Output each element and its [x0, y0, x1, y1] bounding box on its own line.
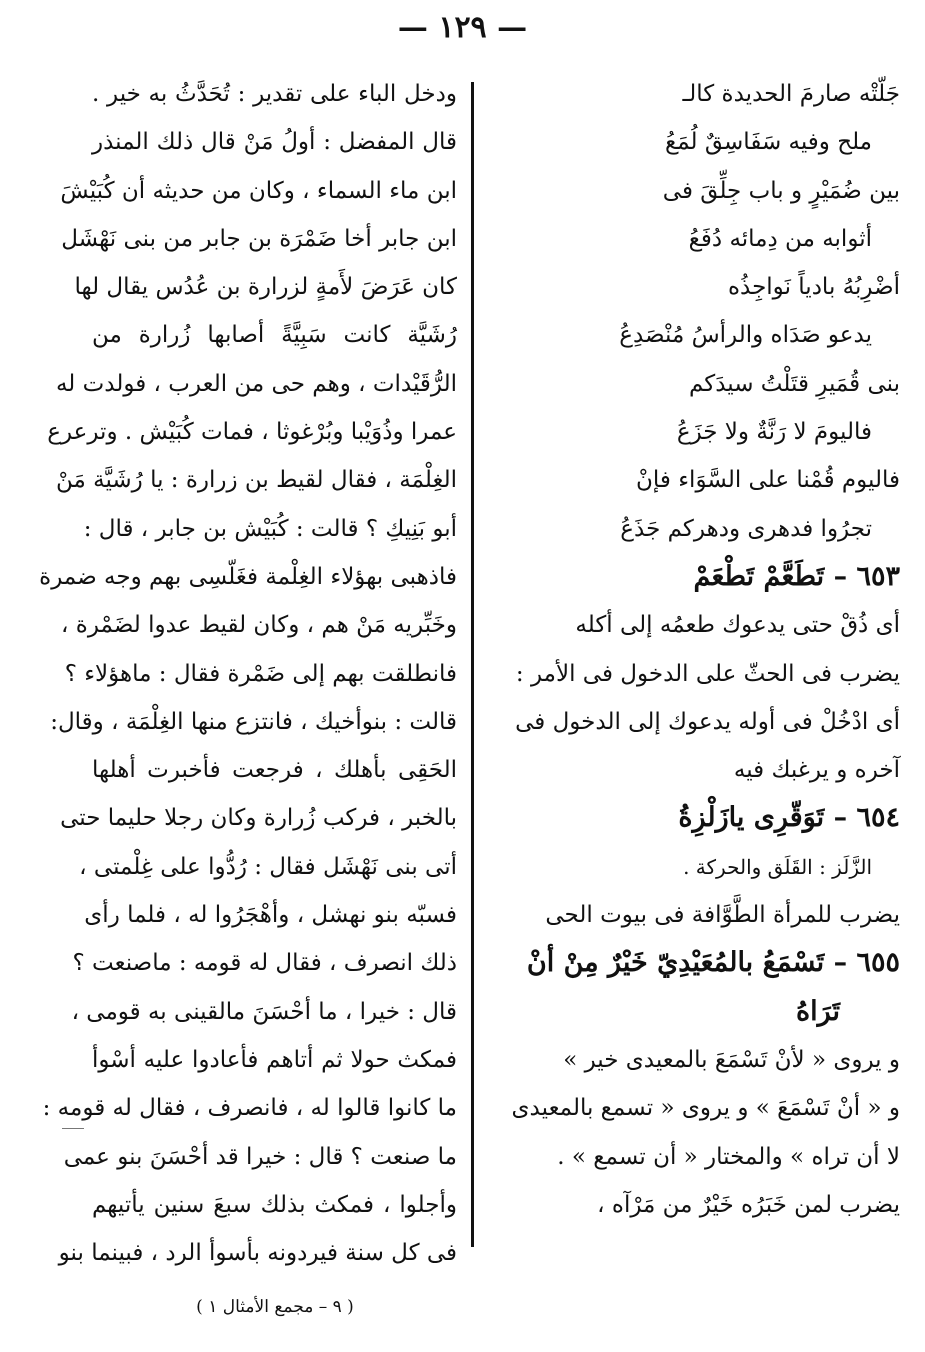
text-line: جَلّتْه صارمَ الحديدة كالـ	[682, 81, 900, 107]
text-line: بالخبر ، فركب زُرارة وكان رجلا حليما حتى	[60, 805, 457, 832]
text-line: يدعو صَدَاه والرأسُ مُنْصَدِعُ	[619, 322, 872, 349]
right-column	[488, 70, 900, 1229]
text-line: كان عَرَضَ لأَمةٍ لزرارة بن عُدُس يقال لها	[74, 274, 457, 301]
text-line: أتى بنى نَهْشَل فقال : رُدُّوا على غِلْمتى ،	[79, 853, 457, 880]
text-line: و يروى « لأنْ تَسْمَعَ بالمعيدى خير »	[563, 1046, 900, 1073]
proverb-heading: ٦٥٤ – تَوَقّرِى يازَلْزِةُ	[678, 802, 900, 834]
text-line: الغِلْمَة ، فقال لقيط بن زرارة : يا رُشَيَّة مَنْ	[55, 467, 457, 494]
text-line: أى ذُقْ حتى يدعوك طعمُه إلى أكله	[575, 612, 900, 639]
text-line: يضرب فى الحثّ على الدخول فى الأمر :	[515, 660, 900, 687]
text-line: ما كانوا قالوا له ، فانصرف ، فقال له قومه :	[42, 1095, 457, 1122]
text-line: فانطلقت بهم إلى ضَمْرة فقال : ماهؤلاء ؟	[64, 660, 457, 687]
text-line: رُشَيَّة كانت سَبِيَّةً أصابها زُرارة من	[92, 322, 457, 349]
text-line: قال المفضل : أولُ مَنْ قال ذلك المنذر	[92, 129, 457, 156]
text-line: يضرب لمن خَبَرُه خَيْرٌ من مَرْآه ،	[597, 1191, 900, 1218]
proverb-heading: ٦٥٥ – تَسْمَعُ بالمُعَيْدِيّ خَيْرٌ مِنْ أنْ	[526, 947, 900, 979]
text-line: الزَّلَز : القَلَق والحركة .	[683, 854, 872, 879]
page-number: — ١٢٩ —	[397, 10, 528, 45]
text-line: وأجلوا ، فمكث بذلك سبعَ سنين يأتيهم	[92, 1191, 457, 1218]
text-line: أثوابه من دِمائه دُفَعُ	[688, 225, 872, 252]
text-line: لا أن تراه » والمختار « أن تسمع » .	[557, 1143, 900, 1170]
text-line: آخره و يرغبك فيه	[733, 757, 900, 784]
text-line: أى ادْخُلْ فى أوله يدعوك إلى الدخول فى	[515, 708, 900, 735]
margin-mark	[62, 1128, 84, 1129]
text-line: أبو بَنِيكِ ؟ قالت : كُبَيْش بن جابر ، قال :	[83, 515, 457, 542]
text-line: فاليوم قُمْنا على السَّوَاء فإنْ	[636, 467, 900, 494]
text-line: ابن جابر أخا ضَمْرَة بن جابر من بنى نَهْشَل	[61, 225, 457, 252]
text-line: تجرُوا فدهرى ودهركم جَذَعُ	[620, 515, 872, 542]
text-line: وخَبِّريه مَنْ هم ، وكان لقيط عدوا لضَمْرة ،	[61, 612, 457, 639]
text-line: بين ضُمَيْرٍ و باب جِلِّقَ فى	[662, 177, 900, 204]
text-line: فمكث حولا ثم أتاهم فأعادوا عليه أسْوأ	[92, 1046, 457, 1073]
text-line: ابن ماء السماء ، وكان من حديثه أن كُبَيْشَ	[60, 177, 457, 204]
column-divider	[471, 82, 474, 1247]
footnote: ( ٩ – مجمع الأمثال ١ )	[196, 1297, 354, 1317]
text-line: ما صنعت ؟ قال : خيرا قد أحْسَنَ بنو عمى	[63, 1143, 457, 1170]
text-line: عمرا وذُوَيْبا وبُرْغوثا ، فمات كُبَيْش . وترعرع	[47, 419, 457, 446]
text-line: قالت : بنوأخيك ، فانتزع منها الغِلْمَة ، وقال:	[50, 708, 457, 735]
text-line: فاليومَ لا رَنَّةٌ ولا جَزَعُ	[676, 419, 872, 446]
text-line: ذلك انصرف ، فقال له قومه : ماصنعت ؟	[72, 950, 457, 977]
text-line: فاذهبى بهؤلاء الغِلْمة فغَلّسِى بهم وجه ضمرة	[39, 563, 457, 590]
proverb-heading: تَرَاهُ	[795, 995, 840, 1027]
text-line: قال : خيرا ، ما أحْسَنَ مالقينى به قومى ،	[71, 998, 457, 1025]
text-line: الرُّقَيْدات ، وهم حى من العرب ، فولدت له	[55, 370, 457, 397]
text-line: ودخل الباء على تقدير : تُحَدَّثُ به خير .	[92, 81, 457, 107]
text-line: و « أنْ تَسْمَعَ » و يروى « تسمع بالمعيدى	[511, 1095, 900, 1122]
left-column	[39, 70, 457, 1277]
text-line: أضْرِبُهُ بادياً نَواجِذُه	[727, 274, 900, 301]
text-line: ملح وفيه سَفَاسِقٌ لُمَعُ	[665, 129, 872, 156]
text-line: بنى قُمَيرِ قتَلْتُ سيدَكم	[688, 370, 900, 397]
text-line: يضرب للمرأة الطَّوَّافة فى بيوت الحى	[545, 902, 900, 929]
proverb-heading: ٦٥٣ – تَطَعَّمْ تَطْعَمْ	[693, 560, 900, 592]
text-line: فسبّه بنو نهشل ، وأهْجَرُوا له ، فلما رأى	[84, 902, 457, 929]
text-line: الحَقِى بأهلك ، فرجعت فأخبرت أهلها	[92, 757, 457, 784]
text-line: فى كل سنة فيردونه بأسوأ الرد ، فبينما بنو	[58, 1240, 457, 1267]
